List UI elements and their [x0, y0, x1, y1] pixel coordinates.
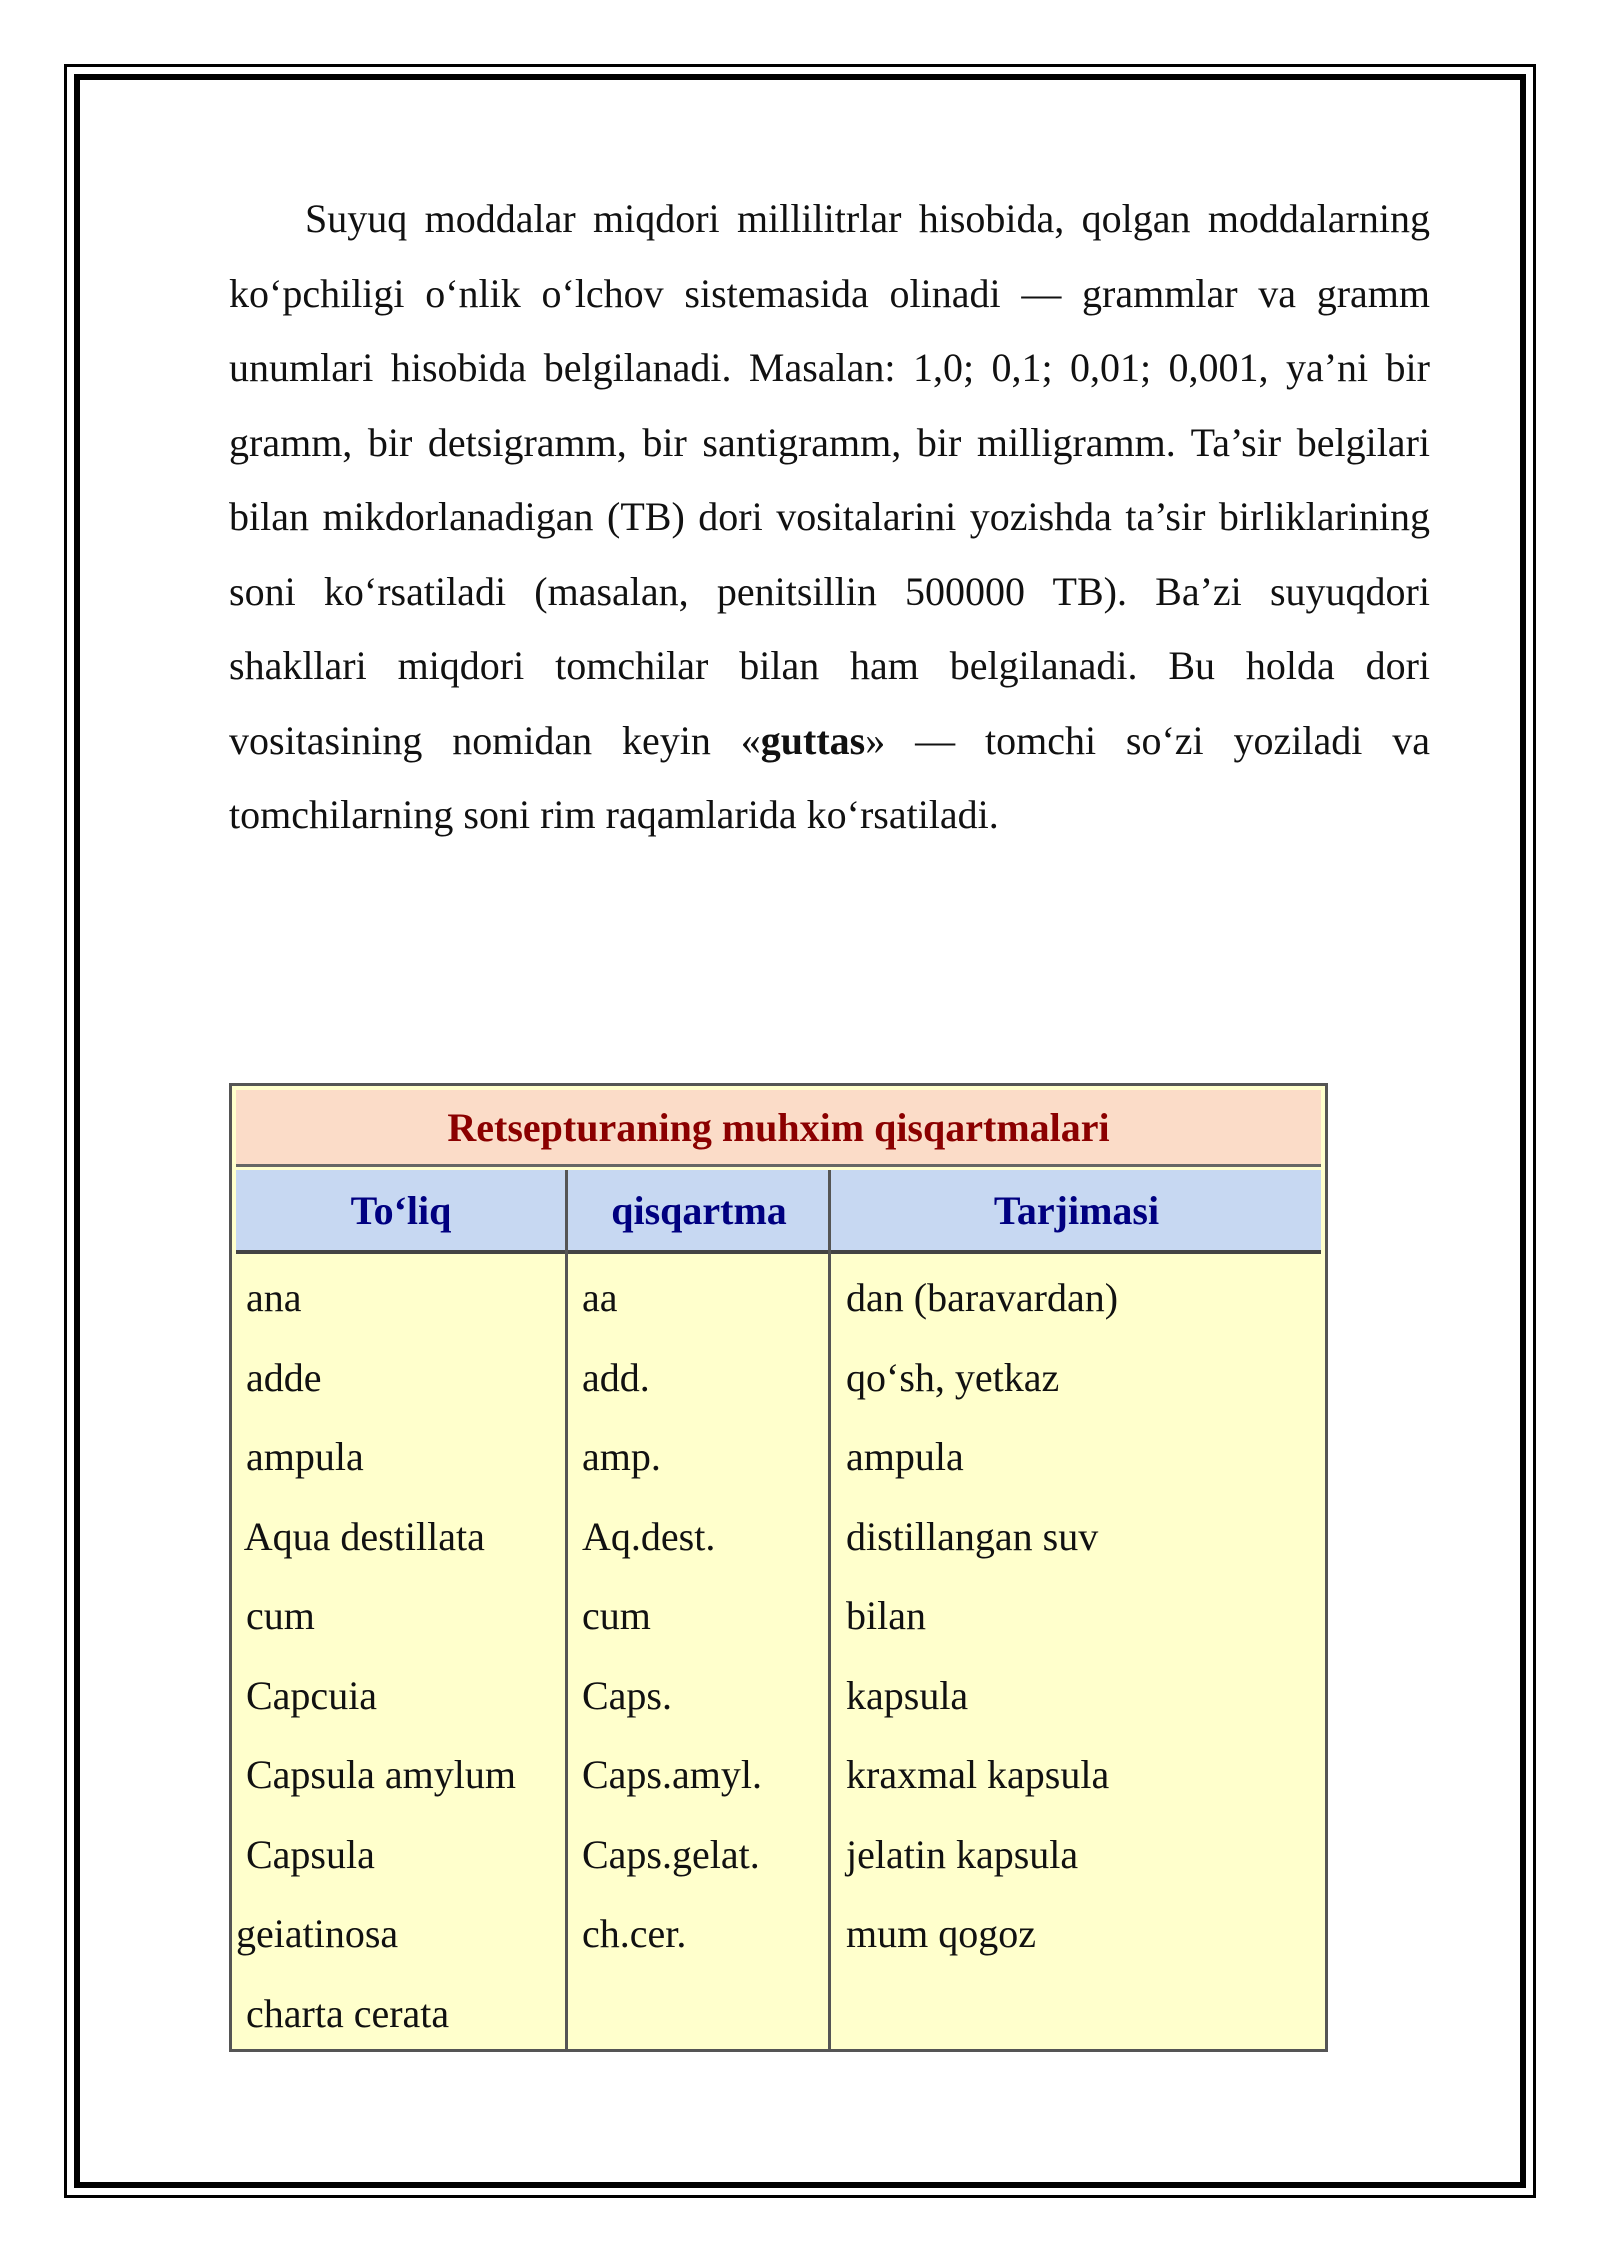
cell-full-term: Capsula [236, 1831, 375, 1877]
cell-translation: ampula [846, 1434, 964, 1479]
body-paragraph [229, 182, 1430, 853]
header-full: To‘liq [350, 1187, 452, 1233]
cell-translation: kapsula [846, 1672, 969, 1718]
cell-full-term: adde [236, 1354, 322, 1400]
cell-abbreviation: amp. [582, 1434, 661, 1479]
cell-full-term: Capsula amylum [236, 1752, 516, 1797]
cell-abbreviation: Caps.amyl. [582, 1752, 762, 1797]
cell-abbreviation: Caps.gelat. [582, 1831, 760, 1877]
column-divider-1 [565, 1170, 568, 2050]
table-header-row [236, 1170, 1321, 1254]
column-abbreviation [582, 1258, 822, 1974]
cell-full-term: geiatinosa [236, 1911, 399, 1956]
cell-translation: distillangan suv [846, 1513, 1099, 1559]
cell-abbreviation: cum [582, 1593, 651, 1638]
cell-full-term: Aqua destillata [236, 1513, 485, 1559]
header-abbreviation: qisqartma [611, 1187, 787, 1233]
abbreviation-table [229, 1083, 1328, 2052]
column-divider-2 [828, 1170, 831, 2050]
cell-translation: bilan [846, 1593, 926, 1638]
cell-translation: jelatin kapsula [846, 1831, 1079, 1877]
cell-translation: dan (baravardan) [846, 1275, 1119, 1320]
table-title: Retsepturaning muhxim qisqartmalari [236, 1090, 1321, 1167]
cell-translation: kraxmal kapsula [846, 1752, 1110, 1797]
cell-translation: mum qogoz [846, 1911, 1036, 1956]
cell-translation: qo‘sh, yetkaz [846, 1354, 1060, 1400]
cell-full-term: ana [236, 1275, 302, 1320]
paragraph-bold-term: guttas [760, 717, 866, 763]
cell-full-term: charta cerata [236, 1990, 450, 2036]
cell-abbreviation: Aq.dest. [582, 1513, 716, 1559]
cell-abbreviation: Caps. [582, 1672, 672, 1718]
header-translation: Tarjimasi [993, 1187, 1160, 1233]
paragraph-text-2: » — tomchi so‘zi yoziladi va tomchilarning soni rim raqamlarida ko‘rsatiladi. [229, 717, 1430, 837]
cell-abbreviation: ch.cer. [582, 1911, 687, 1956]
cell-full-term: Capcuia [236, 1672, 378, 1718]
column-full [236, 1258, 562, 2053]
cell-abbreviation: aa [582, 1275, 618, 1320]
cell-full-term: ampula [236, 1434, 364, 1479]
column-translation [846, 1258, 1316, 1974]
paragraph-text-1: Suyuq moddalar miqdori millilitrlar hisobida, qolgan moddalarning ko‘pchiligi o‘nlik o‘lchov sistemasida olinadi — grammlar va gramm unumlari hisobida belgilanadi. Masalan: 1,0; 0,1; 0,01; 0,001, ya’ni bir gramm, bir detsigramm, bir santigramm, bir milligramm. Ta’sir belgilari bilan mikdorlanadigan (TB) dori vositalarini yozishda ta’sir birliklarining soni ko‘rsatiladi (masalan, penitsillin 500000 TB). Ba’zi suyuqdori shakllari miqdori tomchilar bilan ham belgilanadi. Bu holda dori vositasining nomidan keyin « [229, 196, 1430, 763]
cell-abbreviation: add. [582, 1354, 650, 1400]
cell-full-term: cum [236, 1593, 315, 1638]
